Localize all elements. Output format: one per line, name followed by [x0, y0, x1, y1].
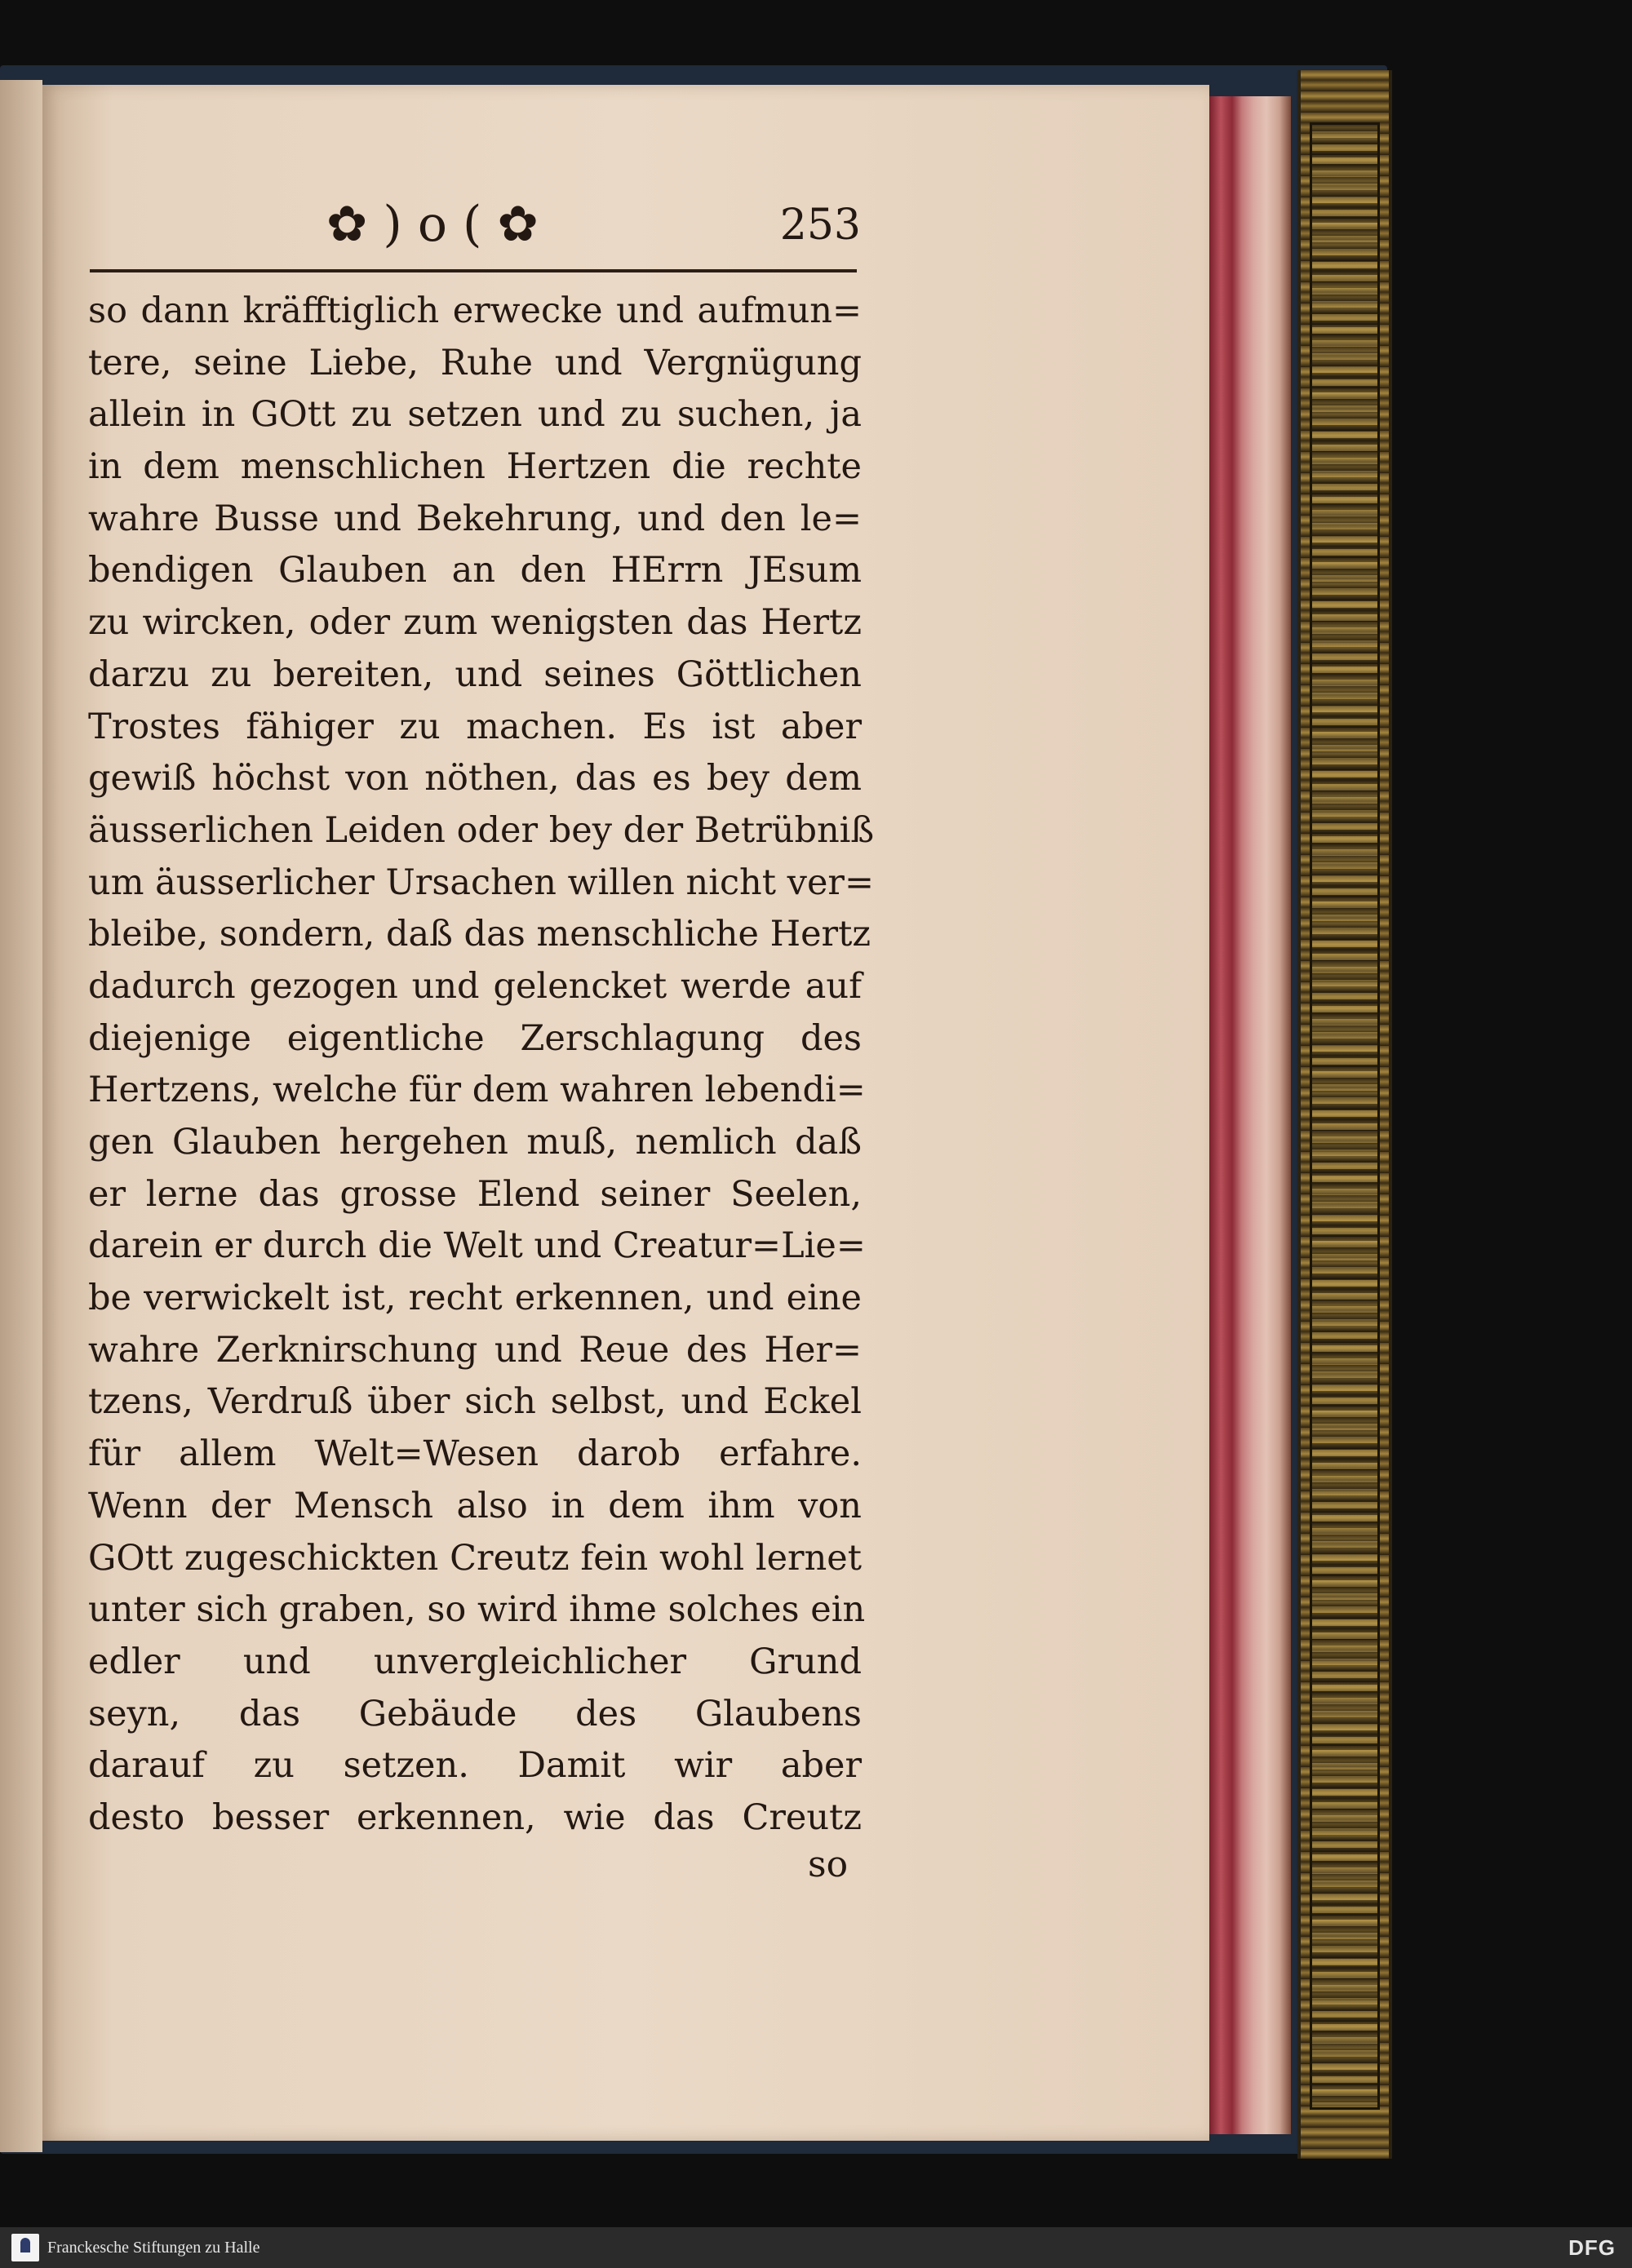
- text-line: äusserlichen Leiden oder bey der Betrübniß: [88, 809, 875, 851]
- text-line: dadurch gezogen und gelencket werde auf: [88, 965, 862, 1007]
- text-line: unter sich graben, so wird ihme solches ein: [88, 1589, 866, 1631]
- gilt-border-inner: [1310, 122, 1380, 2110]
- text-line: gewiß höchst von nöthen, das es bey dem: [88, 758, 862, 800]
- text-line: um äusserlicher Ursachen willen nicht ver=: [88, 862, 875, 903]
- institution-logo-icon: [11, 2234, 39, 2261]
- text-line: tzens, Verdruß über sich selbst, und Eckel: [88, 1381, 862, 1423]
- text-line: Hertzens, welche für dem wahren lebendi=: [88, 1070, 866, 1111]
- text-line: allein in GOtt zu setzen und zu suchen, ja: [88, 394, 862, 436]
- body-text: [88, 286, 875, 1845]
- header-rule: [90, 269, 857, 272]
- text-line: Trostes fähiger zu machen. Es ist aber: [88, 706, 862, 747]
- text-line: zu wircken, oder zum wenigsten das Hertz: [88, 602, 862, 644]
- text-line: be verwickelt ist, recht erkennen, und eine: [88, 1278, 862, 1319]
- header-ornament: ✿ ) o ( ✿: [326, 196, 539, 253]
- catchword: so: [808, 1844, 849, 1885]
- text-line: gen Glauben hergehen muß, nemlich daß: [88, 1122, 862, 1163]
- text-line: Wenn der Mensch also in dem ihm von: [88, 1485, 862, 1526]
- text-line: edler und unvergleichlicher Grund: [88, 1641, 862, 1682]
- text-line: er lerne das grosse Elend seiner Seelen,: [88, 1173, 862, 1215]
- text-line: wahre Zerknirschung und Reue des Her=: [88, 1329, 862, 1371]
- page-number: 253: [779, 201, 861, 250]
- previous-page-edge: [0, 80, 42, 2152]
- page-edges: [1209, 96, 1291, 2134]
- footer-institution: Franckesche Stiftungen zu Halle: [47, 2239, 260, 2257]
- text-line: bendigen Glauben an den HErrn JEsum: [88, 550, 862, 591]
- text-line: in dem menschlichen Hertzen die rechte: [88, 446, 862, 488]
- text-line: darauf zu setzen. Damit wir aber: [88, 1745, 862, 1787]
- text-line: desto besser erkennen, wie das Creutz: [88, 1796, 862, 1838]
- text-line: darzu zu bereiten, und seines Göttlichen: [88, 653, 862, 695]
- text-line: so dann kräfftiglich erwecke und aufmun=: [88, 290, 862, 331]
- text-line: wahre Busse und Bekehrung, und den le=: [88, 498, 862, 539]
- viewer-footer: [0, 2227, 1632, 2268]
- text-line: für allem Welt=Wesen darob erfahre.: [88, 1433, 862, 1475]
- text-line: bleibe, sondern, daß das menschliche Hertz: [88, 914, 871, 955]
- footer-dfg-logo: DFG: [1568, 2235, 1616, 2260]
- text-line: darein er durch die Welt und Creatur=Lie=: [88, 1225, 866, 1267]
- text-line: GOtt zugeschickten Creutz fein wohl lernet: [88, 1537, 862, 1579]
- page-header: [90, 196, 861, 269]
- text-line: seyn, das Gebäude des Glaubens: [88, 1693, 862, 1734]
- text-line: tere, seine Liebe, Ruhe und Vergnügung: [88, 342, 862, 383]
- text-line: diejenige eigentliche Zerschlagung des: [88, 1017, 862, 1059]
